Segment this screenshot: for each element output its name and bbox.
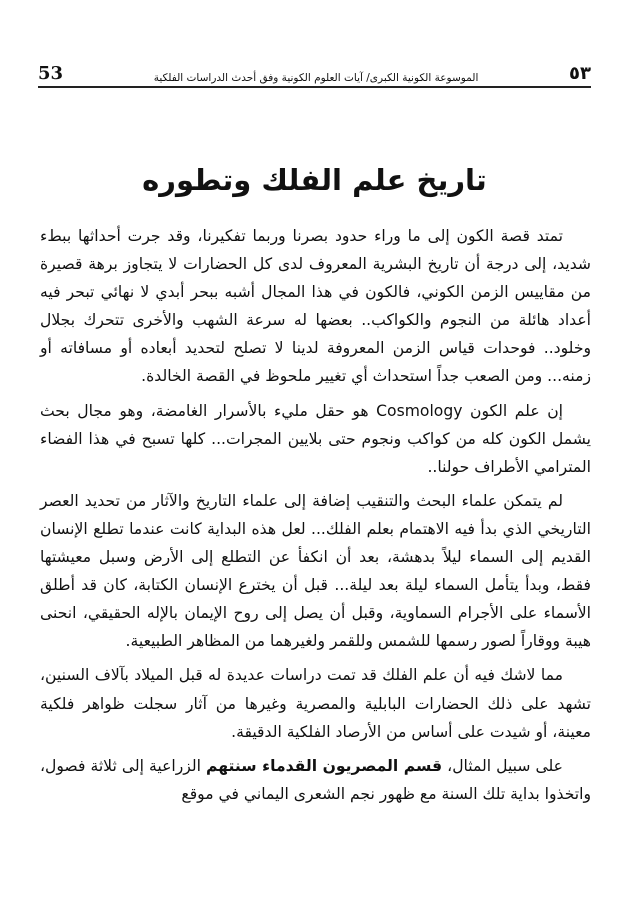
running-title: الموسوعة الكونية الكبرى/ آيات العلوم الكونية وفق أحدث الدراسات الفلكية bbox=[153, 72, 479, 84]
paragraph-1: تمتد قصة الكون إلى ما وراء حدود بصرنا وربما تفكيرنا، وقد جرت أحداثها ببطء شديد، إلى درجة أن تاريخ البشرية المعروف لدى كل الحضارات لا يتجاوز برهة قصيرة من مقاييس الزمن الكوني، فالكون في هذا المجال أشبه ببحر أبدي لا نهائي تبحر فيه أعداد هائلة من النجوم والكواكب.. بعضها له سرعة الشهب والأخرى تتحرك بجلال وخلود.. فوحدات قياس الزمن المعروفة لدينا لا تصلح لتحديد أبعاده أو مسافاته أو زمنه... ومن الصعب جداً استحداث أي تغيير ملحوظ في القصة الخالدة. bbox=[40, 227, 591, 386]
paragraph-5 bbox=[40, 752, 591, 808]
paragraph-5-rest: الزراعية إلى ثلاثة فصول، واتخذوا بداية تلك السنة مع ظهور نجم الشعرى اليماني في موقع bbox=[40, 756, 591, 803]
paragraph-5-lead: على سبيل المثال، bbox=[442, 756, 563, 775]
paragraph-5-emphasis: قسم المصريون القدماء سنتهم bbox=[206, 756, 443, 775]
page-number-arabic: ٥٣ bbox=[569, 63, 591, 84]
paragraph-3: لم يتمكن علماء البحث والتنقيب إضافة إلى علماء التاريخ والآثار من تحديد العصر التاريخي الذي بدأ فيه الاهتمام بعلم الفلك... لعل هذه البداية كانت عندما تطلع الإنسان القديم إلى السماء ليلاً بدهشة، بعد أن انكفأ عن التطلع إلى الأرض وسبل معيشتها فقط، وبدأ يتأمل السماء ليلة بعد ليلة... قبل أن يخترع الإنسان الكتابة، كان قد أطلق الأسماء على الأجرام السماوية، وقبل أن يصل إلى روح الإيمان بالإله الحقيقي، انحنى هيبة ووقاراً لصور رسمها للشمس وللقمر ولغيرهما من المظاهر الطبيعية. bbox=[40, 491, 591, 651]
header-rule bbox=[38, 86, 591, 88]
page-number-latin: 53 bbox=[38, 63, 64, 84]
body-text bbox=[40, 222, 591, 814]
page-header bbox=[38, 56, 591, 84]
chapter-title: تاريخ علم الفلك وتطوره bbox=[142, 163, 487, 197]
paragraph-4: مما لاشك فيه أن علم الفلك قد تمت دراسات عديدة له قبل الميلاد بآلاف السنين، تشهد على ذلك الحضارات البابلية والمصرية وغيرها من آثار سجلت ظواهر فلكية معينة، أو شيدت على أساس من الأرصاد الفلكية الدقيقة. bbox=[40, 666, 591, 741]
paragraph-2: إن علم الكون Cosmology هو حقل مليء بالأسرار الغامضة، وهو مجال بحث يشمل الكون كله من كواكب ونجوم حتى بلايين المجرات... كلها تسبح في هذا الفضاء المترامي الأطراف حولنا.. bbox=[40, 401, 591, 476]
